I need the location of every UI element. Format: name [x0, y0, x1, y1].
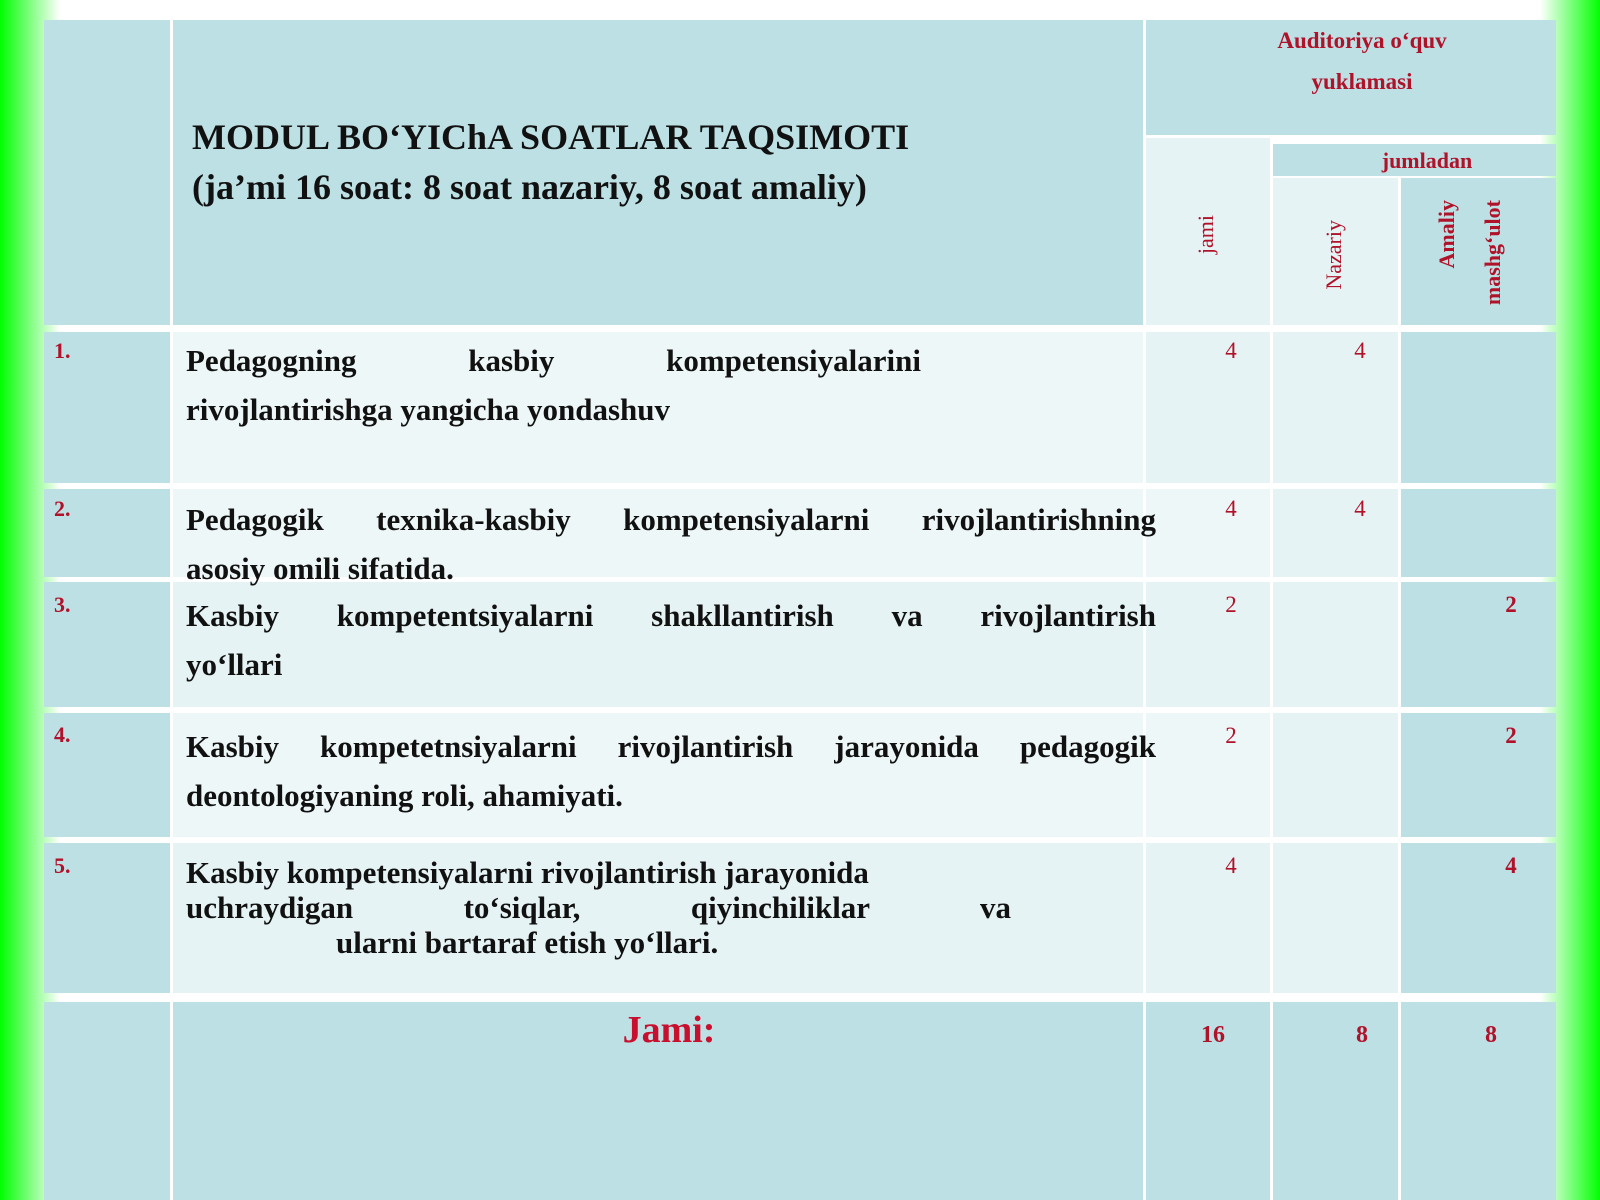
- row-1-amaliy-cell: [1401, 332, 1556, 483]
- row-5-nazariy-cell: [1273, 843, 1398, 993]
- row-4-amaliy-cell: [1401, 713, 1556, 837]
- row-3-amaliy-cell: [1401, 582, 1556, 707]
- row-2-jami: 4: [1225, 496, 1237, 521]
- col-header-amaliy: Amaliy: [1434, 200, 1459, 269]
- row-5-amaliy: 4: [1505, 853, 1517, 878]
- row-2-number: 2.: [54, 496, 71, 521]
- col-header-amaliy-2: mashg‘ulot: [1480, 200, 1505, 306]
- totals-label: Jami:: [622, 1009, 716, 1051]
- jumladan-header: jumladan: [1381, 148, 1473, 173]
- totals-nazariy: 8: [1356, 1022, 1368, 1048]
- row-3-jami-cell: [1146, 582, 1270, 707]
- row-2-nazariy: 4: [1354, 496, 1366, 521]
- row-2-amaliy-cell: [1401, 489, 1556, 577]
- row-1-number: 1.: [54, 338, 71, 363]
- col-header-jami: jami: [1193, 215, 1218, 255]
- row-1-jami: 4: [1225, 338, 1237, 363]
- row-4-amaliy: 2: [1505, 723, 1517, 748]
- col-header-nazariy: Nazariy: [1321, 220, 1346, 290]
- row-1-topic: Pedagogning kasbiy kompetensiyalarini rivojlantirishga yangicha yondashuv: [186, 343, 921, 427]
- page-title: [192, 112, 1132, 212]
- title-line-2: (ja’mi 16 soat: 8 soat nazariy, 8 soat amaliy): [192, 167, 867, 207]
- totals-amaliy: 8: [1485, 1022, 1497, 1048]
- row-3-jami: 2: [1225, 592, 1237, 617]
- row-4-number: 4.: [54, 722, 71, 747]
- totals-number-cell: [44, 1002, 170, 1200]
- auditoriya-header: Auditoriya o‘quv yuklamasi: [1277, 28, 1447, 94]
- row-4-topic: Kasbiy kompetetnsiyalarni rivojlantirish jarayonida pedagogik deontologiyaning roli, ahamiyati.: [186, 729, 1156, 813]
- row-4-jami-cell: [1146, 713, 1270, 837]
- header-amaliy-cell: [1401, 178, 1556, 325]
- row-2-jami-cell: [1146, 489, 1270, 577]
- row-5-amaliy-cell: [1401, 843, 1556, 993]
- row-5-jami: 4: [1225, 853, 1237, 878]
- header-number-cell: [44, 20, 170, 325]
- row-2-topic: Pedagogik texnika-kasbiy kompetensiyalarni rivojlantirishning asosiy omili sifatida.: [186, 502, 1156, 586]
- row-3-nazariy-cell: [1273, 582, 1398, 707]
- row-3-amaliy: 2: [1505, 592, 1517, 617]
- row-1-nazariy: 4: [1354, 338, 1366, 363]
- row-5-jami-cell: [1146, 843, 1270, 993]
- totals-jami: 16: [1201, 1022, 1225, 1048]
- title-line-1: MODUL BO‘YIChA SOATLAR TAQSIMOTI: [192, 117, 910, 157]
- row-3-topic: Kasbiy kompetentsiyalarni shakllantirish va rivojlantirish yo‘llari: [186, 598, 1156, 682]
- row-5-number: 5.: [54, 853, 71, 878]
- row-4-nazariy-cell: [1273, 713, 1398, 837]
- row-4-jami: 2: [1225, 723, 1237, 748]
- row-3-number: 3.: [54, 592, 71, 617]
- row-1-jami-cell: [1146, 332, 1270, 483]
- row-5-topic: Kasbiy kompetensiyalarni rivojlantirish jarayonida uchraydigan to‘siqlar, qiyinchiliklar va ularni bartaraf etish yo‘llari.: [186, 855, 1011, 960]
